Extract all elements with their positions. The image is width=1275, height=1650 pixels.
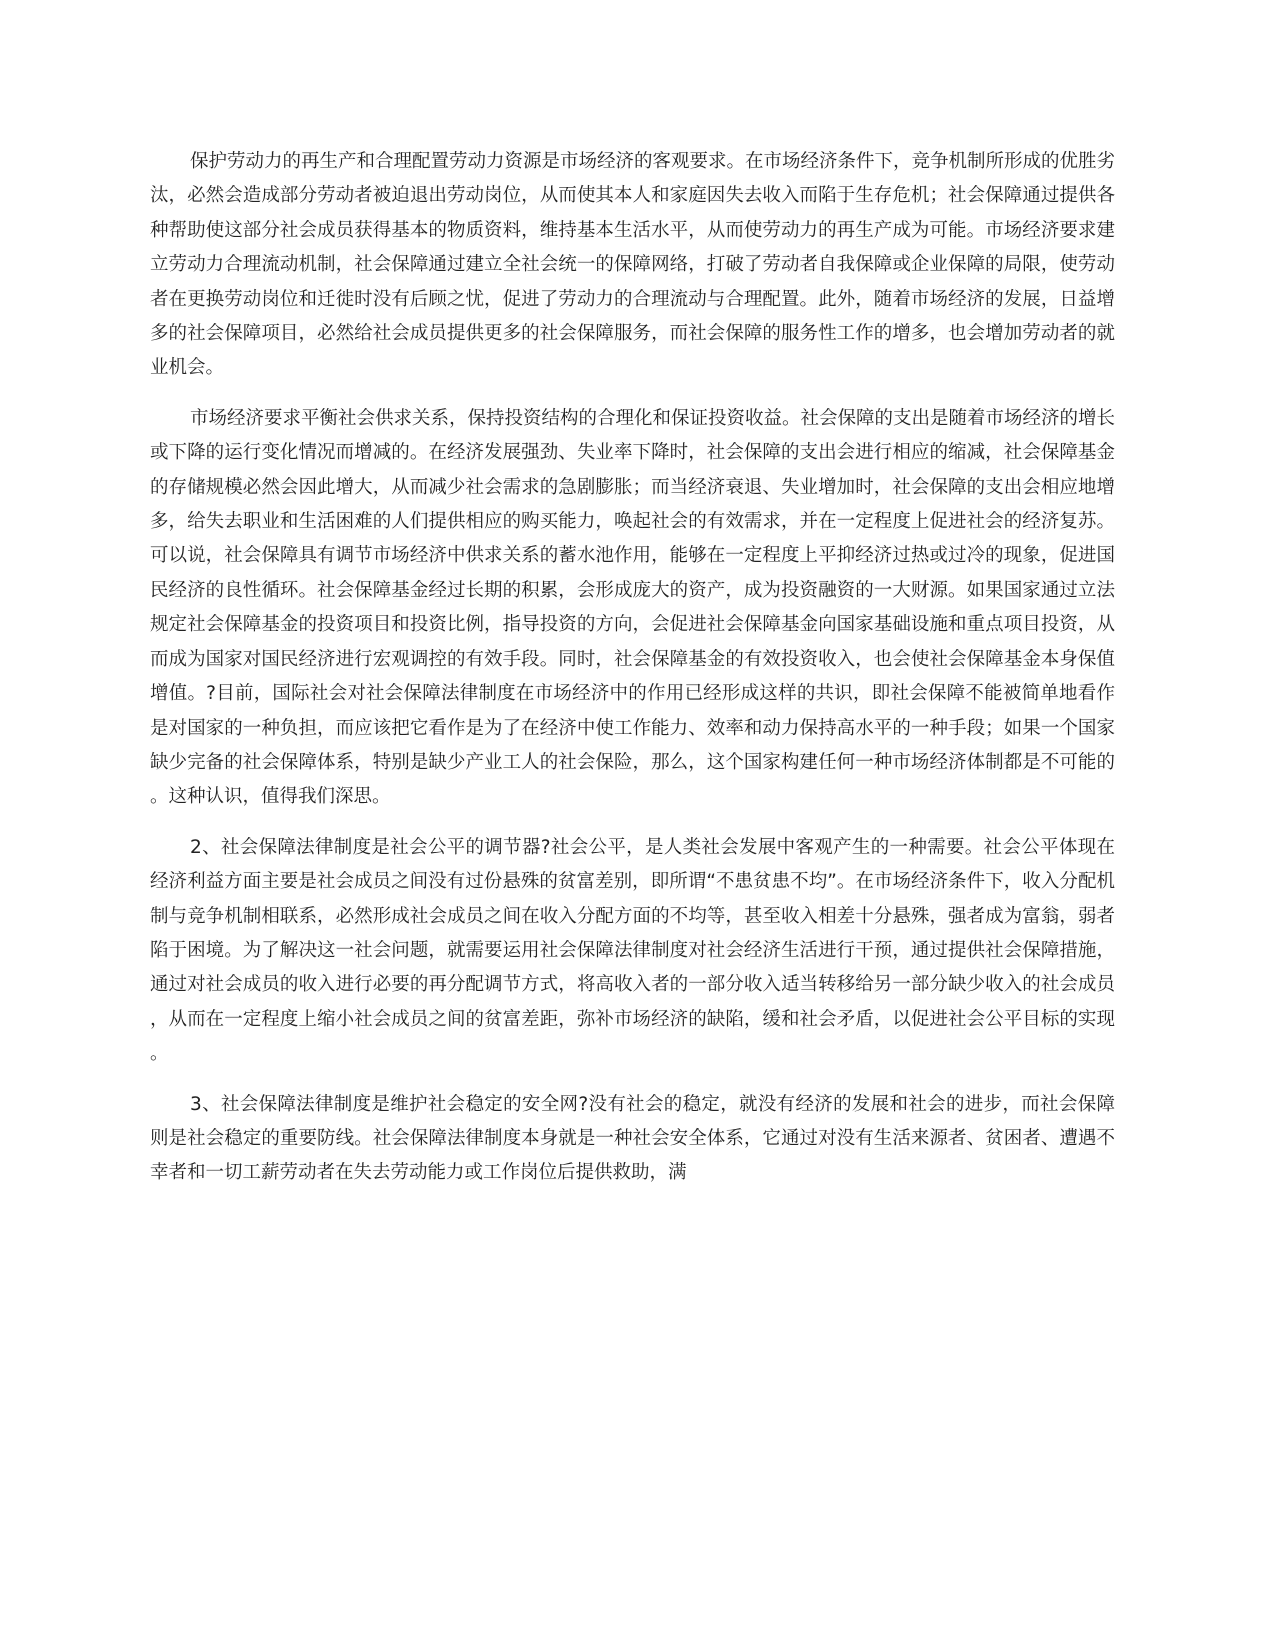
paragraph-labor-reproduction: 保护劳动力的再生产和合理配置劳动力资源是市场经济的客观要求。在市场经济条件下，竞争机制所形成的优胜劣汰，必然会造成部分劳动者被迫退出劳动岗位，从而使其本人和家庭因失去收入而陷于生存危机；社会保障通过提供各种帮助使这部分社会成员获得基本的物质资料，维持基本生活水平，从而使劳动力的再生产成为可能。市场经济要求建立劳动力合理流动机制，社会保障通过建立全社会统一的保障网络，打破了劳动者自我保障或企业保障的局限，使劳动者在更换劳动岗位和迁徙时没有后顾之忧，促进了劳动力的合理流动与合理配置。此外，随着市场经济的发展，日益增多的社会保障项目，必然给社会成员提供更多的社会保障服务，而社会保障的服务性工作的增多，也会增加劳动者的就业机会。 (150, 151, 1116, 379)
paragraph-social-fairness: 2、社会保障法律制度是社会公平的调节器?社会公平，是人类社会发展中客观产生的一种需要。社会公平体现在经济利益方面主要是社会成员之间没有过份悬殊的贫富差别，即所谓“不患贫患不均”。在市场经济条件下，收入分配机制与竞争机制相联系，必然形成社会成员之间在收入分配方面的不均等，甚至收入相差十分悬殊，强者成为富翁，弱者陷于困境。为了解决这一社会问题，就需要运用社会保障法律制度对社会经济生活进行干预，通过提供社会保障措施，通过对社会成员的收入进行必要的再分配调节方式，将高收入者的一部分收入适当转移给另一部分缺少收入的社会成员，从而在一定程度上缩小社会成员之间的贫富差距，弥补市场经济的缺陷，缓和社会矛盾，以促进社会公平目标的实现。 (150, 836, 1115, 1065)
document-page (150, 145, 1115, 1191)
paragraph-supply-demand-balance: 市场经济要求平衡社会供求关系，保持投资结构的合理化和保证投资收益。社会保障的支出是随着市场经济的增长或下降的运行变化情况而增减的。在经济发展强劲、失业率下降时，社会保障的支出会进行相应的缩减，社会保障基金的存储规模必然会因此增大，从而减少社会需求的急剧膨胀；而当经济衰退、失业增加时，社会保障的支出会相应地增多，给失去职业和生活困难的人们提供相应的购买能力，唤起社会的有效需求，并在一定程度上促进社会的经济复苏。可以说，社会保障具有调节市场经济中供求关系的蓄水池作用，能够在一定程度上平抑经济过热或过冷的现象，促进国民经济的良性循环。社会保障基金经过长期的积累，会形成庞大的资产，成为投资融资的一大财源。如果国家通过立法规定社会保障基金的投资项目和投资比例，指导投资的方向，会促进社会保障基金向国家基础设施和重点项目投资，从而成为国家对国民经济进行宏观调控的有效手段。同时，社会保障基金的有效投资收入，也会使社会保障基金本身保值增值。?目前，国际社会对社会保障法律制度在市场经济中的作用已经形成这样的共识，即社会保障不能被简单地看作是对国家的一种负担，而应该把它看作是为了在经济中使工作能力、效率和动力保持高水平的一种手段；如果一个国家缺少完备的社会保障体系，特别是缺少产业工人的社会保险，那么，这个国家构建任何一种市场经济体制都是不可能的。这种认识，值得我们深思。 (150, 407, 1116, 808)
paragraph-social-stability: 3、社会保障法律制度是维护社会稳定的安全网?没有社会的稳定，就没有经济的发展和社会的进步，而社会保障则是社会稳定的重要防线。社会保障法律制度本身就是一种社会安全体系，它通过对没有生活来源者、贫困者、遭遇不幸者和一切工薪劳动者在失去劳动能力或工作岗位后提供救助，满 (150, 1093, 1115, 1184)
